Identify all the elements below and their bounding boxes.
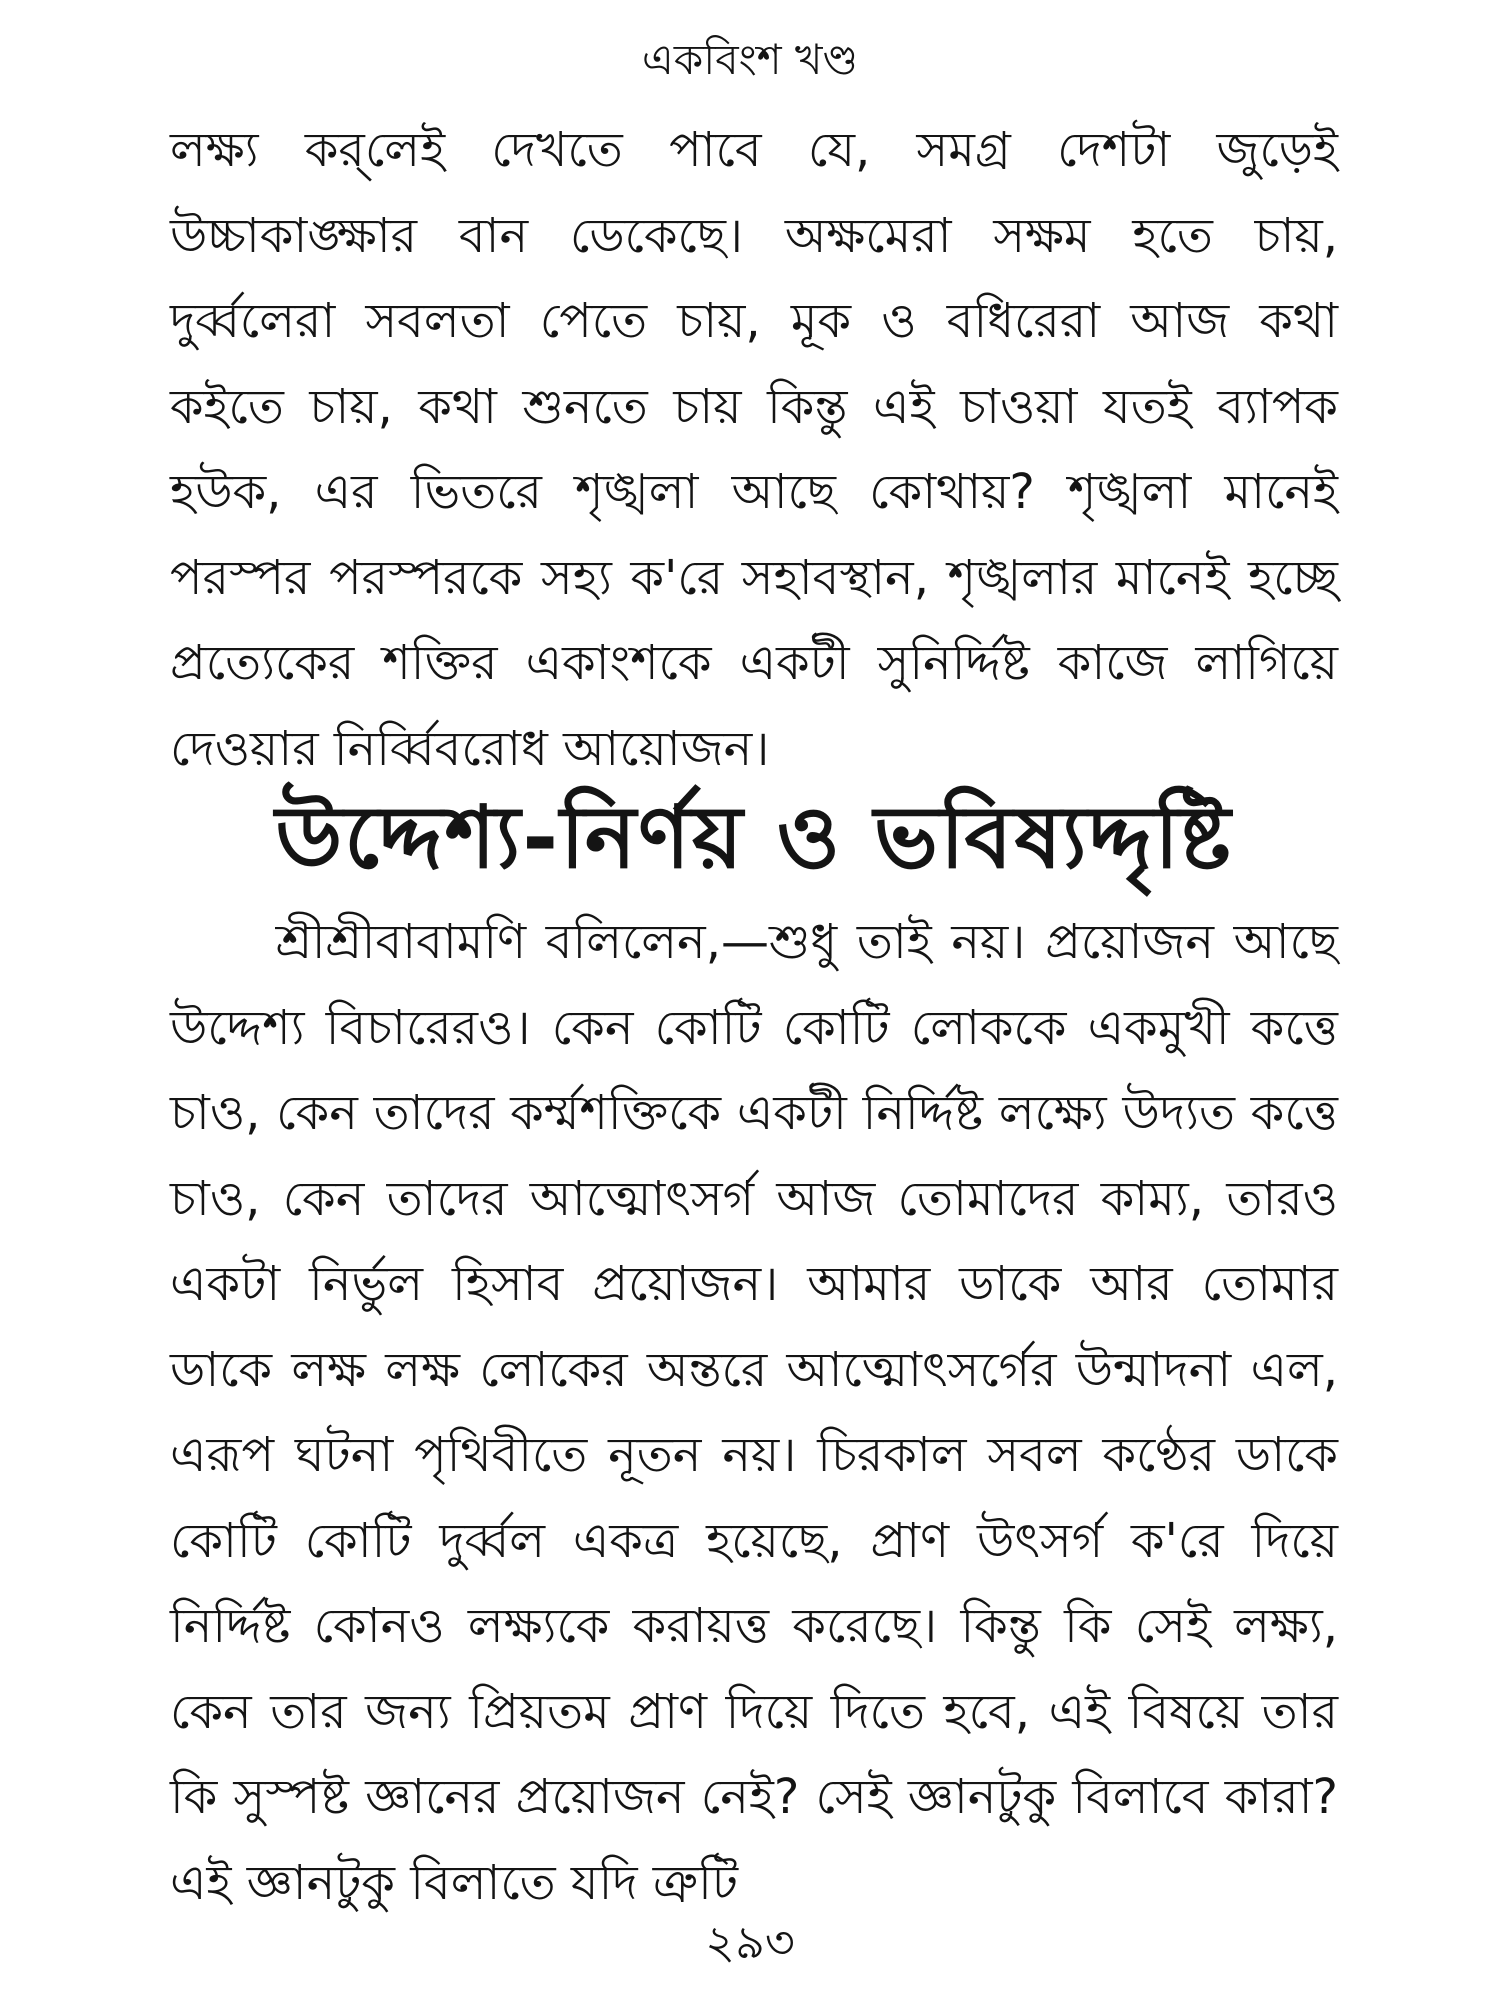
page-number: ২৯৩ [705,1915,795,1969]
body-paragraph-1 [170,108,1338,792]
section-heading: উদ্দেশ্য-নির্ণয় ও ভবিষ্যদ্দৃষ্টি [275,788,1233,888]
paragraph-text: লক্ষ্য কর্‌লেই দেখতে পাবে যে, সমগ্র দেশটা জুড়েই উচ্চাকাঙ্ক্ষার বান ডেকেছে। অক্ষমেরা সক্ষম হতে চায়, দুর্ব্বলেরা সবলতা পেতে চায়, মূক ও বধিরেরা আজ কথা কইতে চায়, কথা শুনতে চায় কিন্তু এই চাওয়া যতই ব্যাপক হউক, এর ভিতরে শৃঙ্খলা আছে কোথায়? শৃঙ্খলা মানেই পরস্পর পরস্পরকে সহ্য ক'রে সহাবস্থান, শৃঙ্খলার মানেই হচ্ছে প্রত্যেকের শক্তির একাংশকে একটী সুনির্দ্দিষ্ট কাজে লাগিয়ে দেওয়ার নির্ব্বিবরোধ আয়োজন। [170,122,1338,777]
paragraph-text: শ্রীশ্রীবাবামণি বলিলেন,—শুধু তাই নয়। প্রয়োজন আছে উদ্দেশ্য বিচারেরও। কেন কোটি কোটি লোককে একমুখী কত্তে চাও, কেন তাদের কর্ম্মশক্তিকে একটী নির্দ্দিষ্ট লক্ষ্যে উদ্যত কত্তে চাও, কেন তাদের আত্মোৎসর্গ আজ তোমাদের কাম্য, তারও একটা নির্ভুল হিসাব প্রয়োজন। আমার ডাকে আর তোমার ডাকে লক্ষ লক্ষ লোকের অন্তরে আত্মোৎসর্গের উন্মাদনা এল, এরূপ ঘটনা পৃথিবীতে নূতন নয়। চিরকাল সবল কণ্ঠের ডাকে কোটি কোটি দুর্ব্বল একত্র হয়েছে, প্রাণ উৎসর্গ ক'রে দিয়ে নির্দ্দিষ্ট কোনও লক্ষ্যকে করায়ত্ত করেছে। কিন্তু কি সেই লক্ষ্য, কেন তার জন্য প্রিয়তম প্রাণ দিয়ে দিতে হবে, এই বিষয়ে তার কি সুস্পষ্ট জ্ঞানের প্রয়োজন নেই? সেই জ্ঞানটুকু বিলাবে কারা? এই জ্ঞানটুকু বিলাতে যদি ত্রুটি [170,914,1338,1911]
running-head: একবিংশ খণ্ড [641,35,859,84]
body-paragraph-2 [170,900,1338,1926]
